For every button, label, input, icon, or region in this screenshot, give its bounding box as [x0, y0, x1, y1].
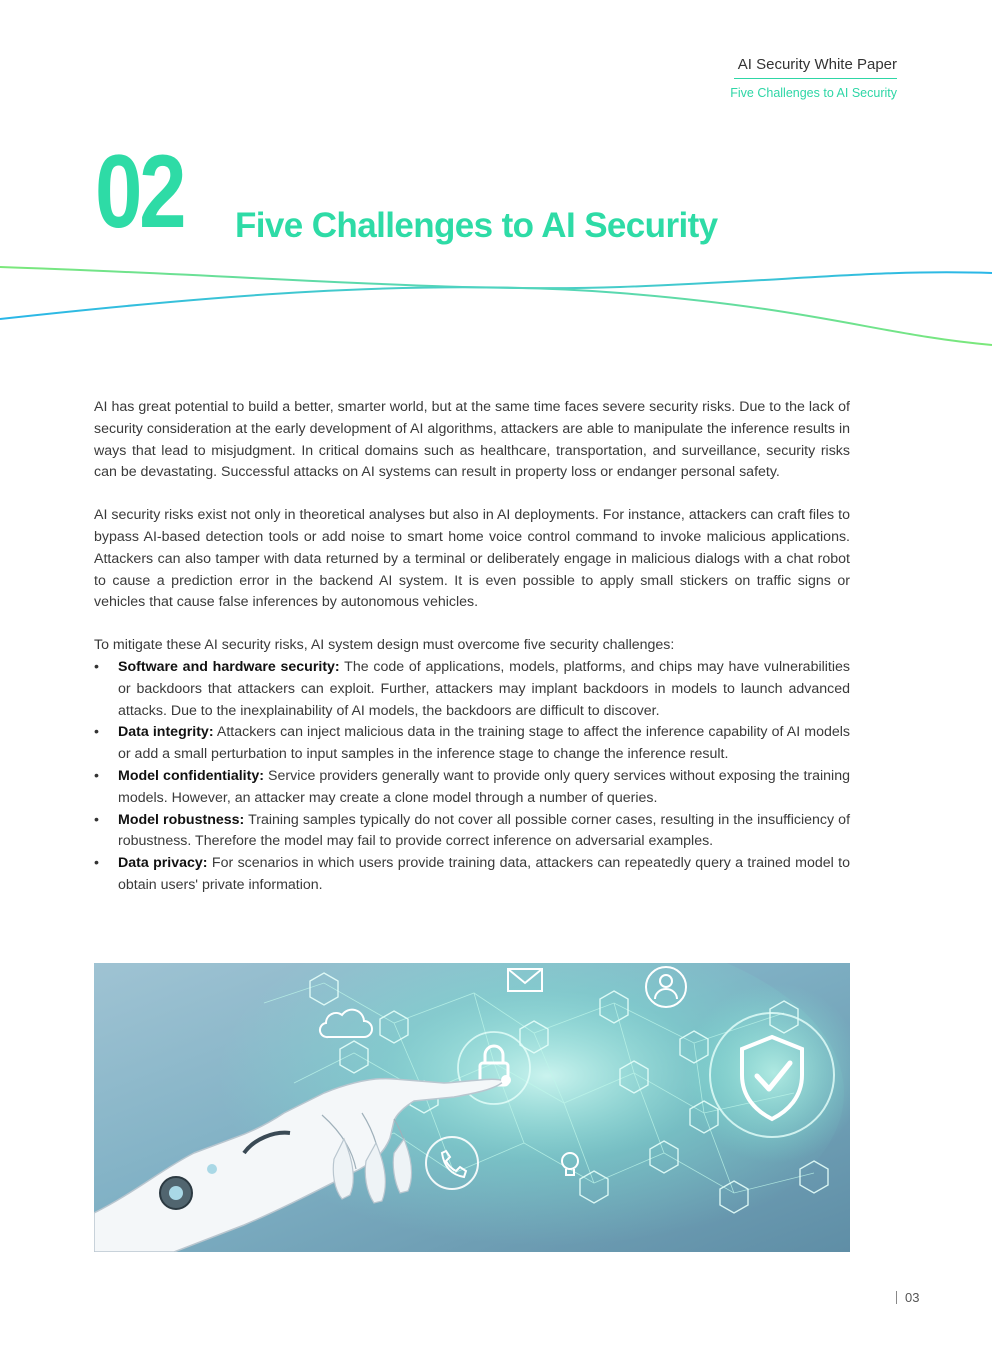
page-number-value: 03	[905, 1290, 920, 1305]
list-item	[94, 722, 850, 766]
list-item-term: Software and hardware security:	[118, 658, 340, 675]
list-item-text: Training samples typically do not cover all possible corner cases, resulting in the insufficiency of robustness. Therefore the model may fail to provide correct inference on adversarial examples.	[118, 811, 851, 850]
challenges-list	[94, 657, 850, 897]
running-header	[730, 56, 897, 100]
list-item-text: For scenarios in which users provide training data, attackers can repeatedly query a trained model to obtain users' private information.	[118, 855, 851, 893]
list-item	[94, 766, 850, 810]
robot-hand-security-illustration	[94, 963, 850, 1252]
header-subtitle: Five Challenges to AI Security	[730, 86, 897, 100]
header-title: AI Security White Paper	[734, 56, 897, 79]
chapter-heading	[95, 134, 718, 250]
list-item	[94, 853, 850, 897]
illustration-graphic	[94, 963, 850, 1252]
list-item	[94, 657, 850, 722]
list-item-term: Model confidentiality:	[118, 767, 264, 784]
decorative-wave-lines	[0, 255, 992, 355]
paragraph-2: AI security risks exist not only in theoretical analyses but also in AI deployments. For instance, attackers can craft files to bypass AI-based detection tools or add noise to smart home voice control command to invoke malicious applications. Attackers can also tamper with data returned by a terminal or deliberately engage in malicious dialogs with a chat robot to cause a prediction error in the backend AI system. It is even possible to apply small stickers on traffic signs or vehicles that cause false inferences by autonomous vehicles.	[94, 507, 850, 611]
chapter-title: Five Challenges to AI Security	[235, 206, 718, 245]
body-text	[94, 397, 850, 897]
page-number-divider	[896, 1291, 897, 1304]
list-item-term: Data privacy:	[118, 855, 208, 872]
list-item-term: Data integrity:	[118, 724, 214, 741]
list-item-text: Attackers can inject malicious data in the training stage to affect the inference capability of AI models or add a small perturbation to input samples in the inference stage to change the inference result.	[118, 724, 850, 763]
list-item-term: Model robustness:	[118, 811, 245, 828]
challenges-intro: To mitigate these AI security risks, AI system design must overcome five security challenges:	[94, 637, 675, 654]
list-item-text: Service providers generally want to provide only query services without exposing the training models. However, an attacker may create a clone model through a number of queries.	[118, 767, 850, 806]
page-number	[896, 1290, 919, 1305]
paragraph-1: AI has great potential to build a better, smarter world, but at the same time faces severe security risks. Due to the lack of security consideration at the early development of AI algorithms, attackers are able to manipulate the inference results in ways that lead to misjudgment. In critical domains such as healthcare, transportation, and surveillance, security risks can be devastating. Successful attacks on AI systems can result in property loss or endanger personal safety.	[94, 399, 850, 481]
list-item	[94, 810, 850, 854]
list-item-text: The code of applications, models, platforms, and chips may have vulnerabilities or backdoors that attackers can exploit. Further, attackers may implant backdoors in models to launch advanced attacks. Due to the inexplainability of AI models, the backdoors are difficult to discover.	[118, 658, 850, 719]
chapter-number: 02	[95, 134, 184, 250]
